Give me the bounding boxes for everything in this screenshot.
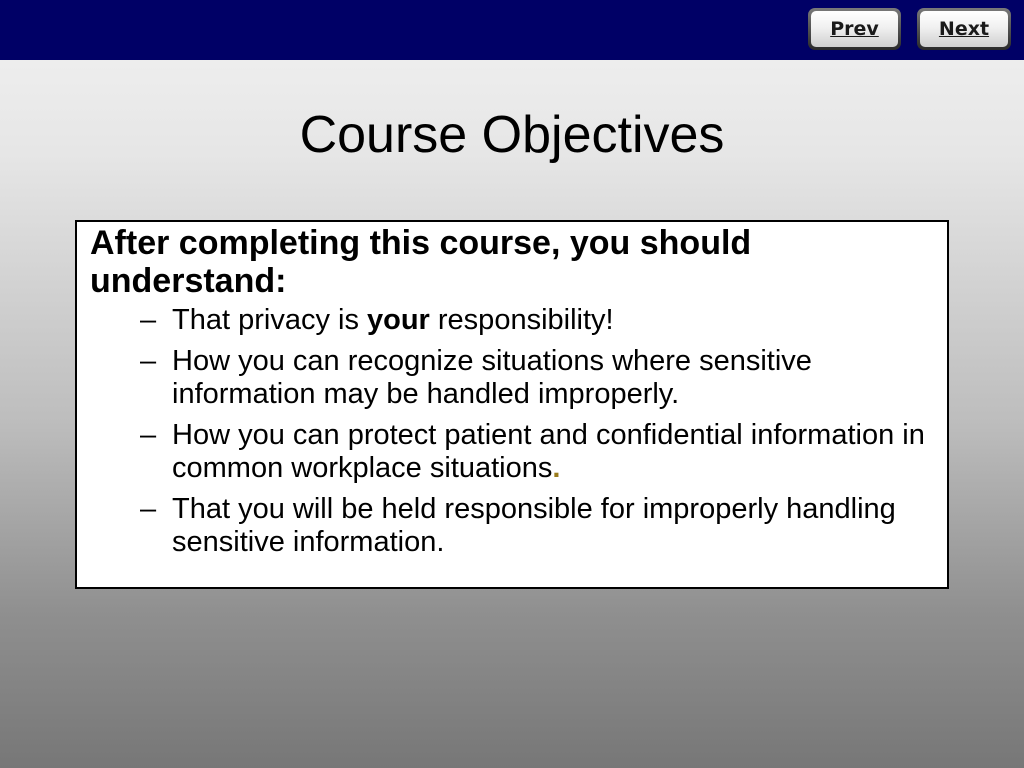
objective-text: How you can protect patient and confidential information in common workplace situations — [172, 419, 925, 484]
objective-text: That privacy is — [172, 304, 367, 336]
prev-button[interactable] — [808, 8, 901, 50]
next-button[interactable] — [917, 8, 1011, 50]
objective-text: How you can recognize situations where sensitive information may be handled improperly. — [172, 345, 812, 410]
objective-text: responsibility! — [429, 304, 614, 336]
objectives-list — [90, 304, 925, 559]
bullet-dash: – — [140, 304, 157, 336]
objective-item — [140, 345, 925, 411]
objective-period: . — [552, 452, 561, 484]
objectives-box — [75, 220, 949, 589]
bullet-dash: – — [140, 345, 157, 377]
objective-item — [140, 493, 925, 559]
top-navigation-bar — [0, 0, 1024, 60]
slide-title: Course Objectives — [299, 106, 725, 164]
bullet-dash: – — [140, 493, 157, 525]
bullet-dash: – — [140, 419, 157, 451]
objective-item — [140, 419, 925, 485]
objective-text: That you will be held responsible for improperly handling sensitive information. — [172, 493, 896, 558]
next-button-label: Next — [920, 11, 1008, 47]
prev-button-label: Prev — [811, 11, 898, 47]
objective-item — [140, 304, 925, 337]
objective-emphasis: your — [367, 304, 430, 336]
objectives-lead-text: After completing this course, you should understand: — [90, 224, 752, 300]
